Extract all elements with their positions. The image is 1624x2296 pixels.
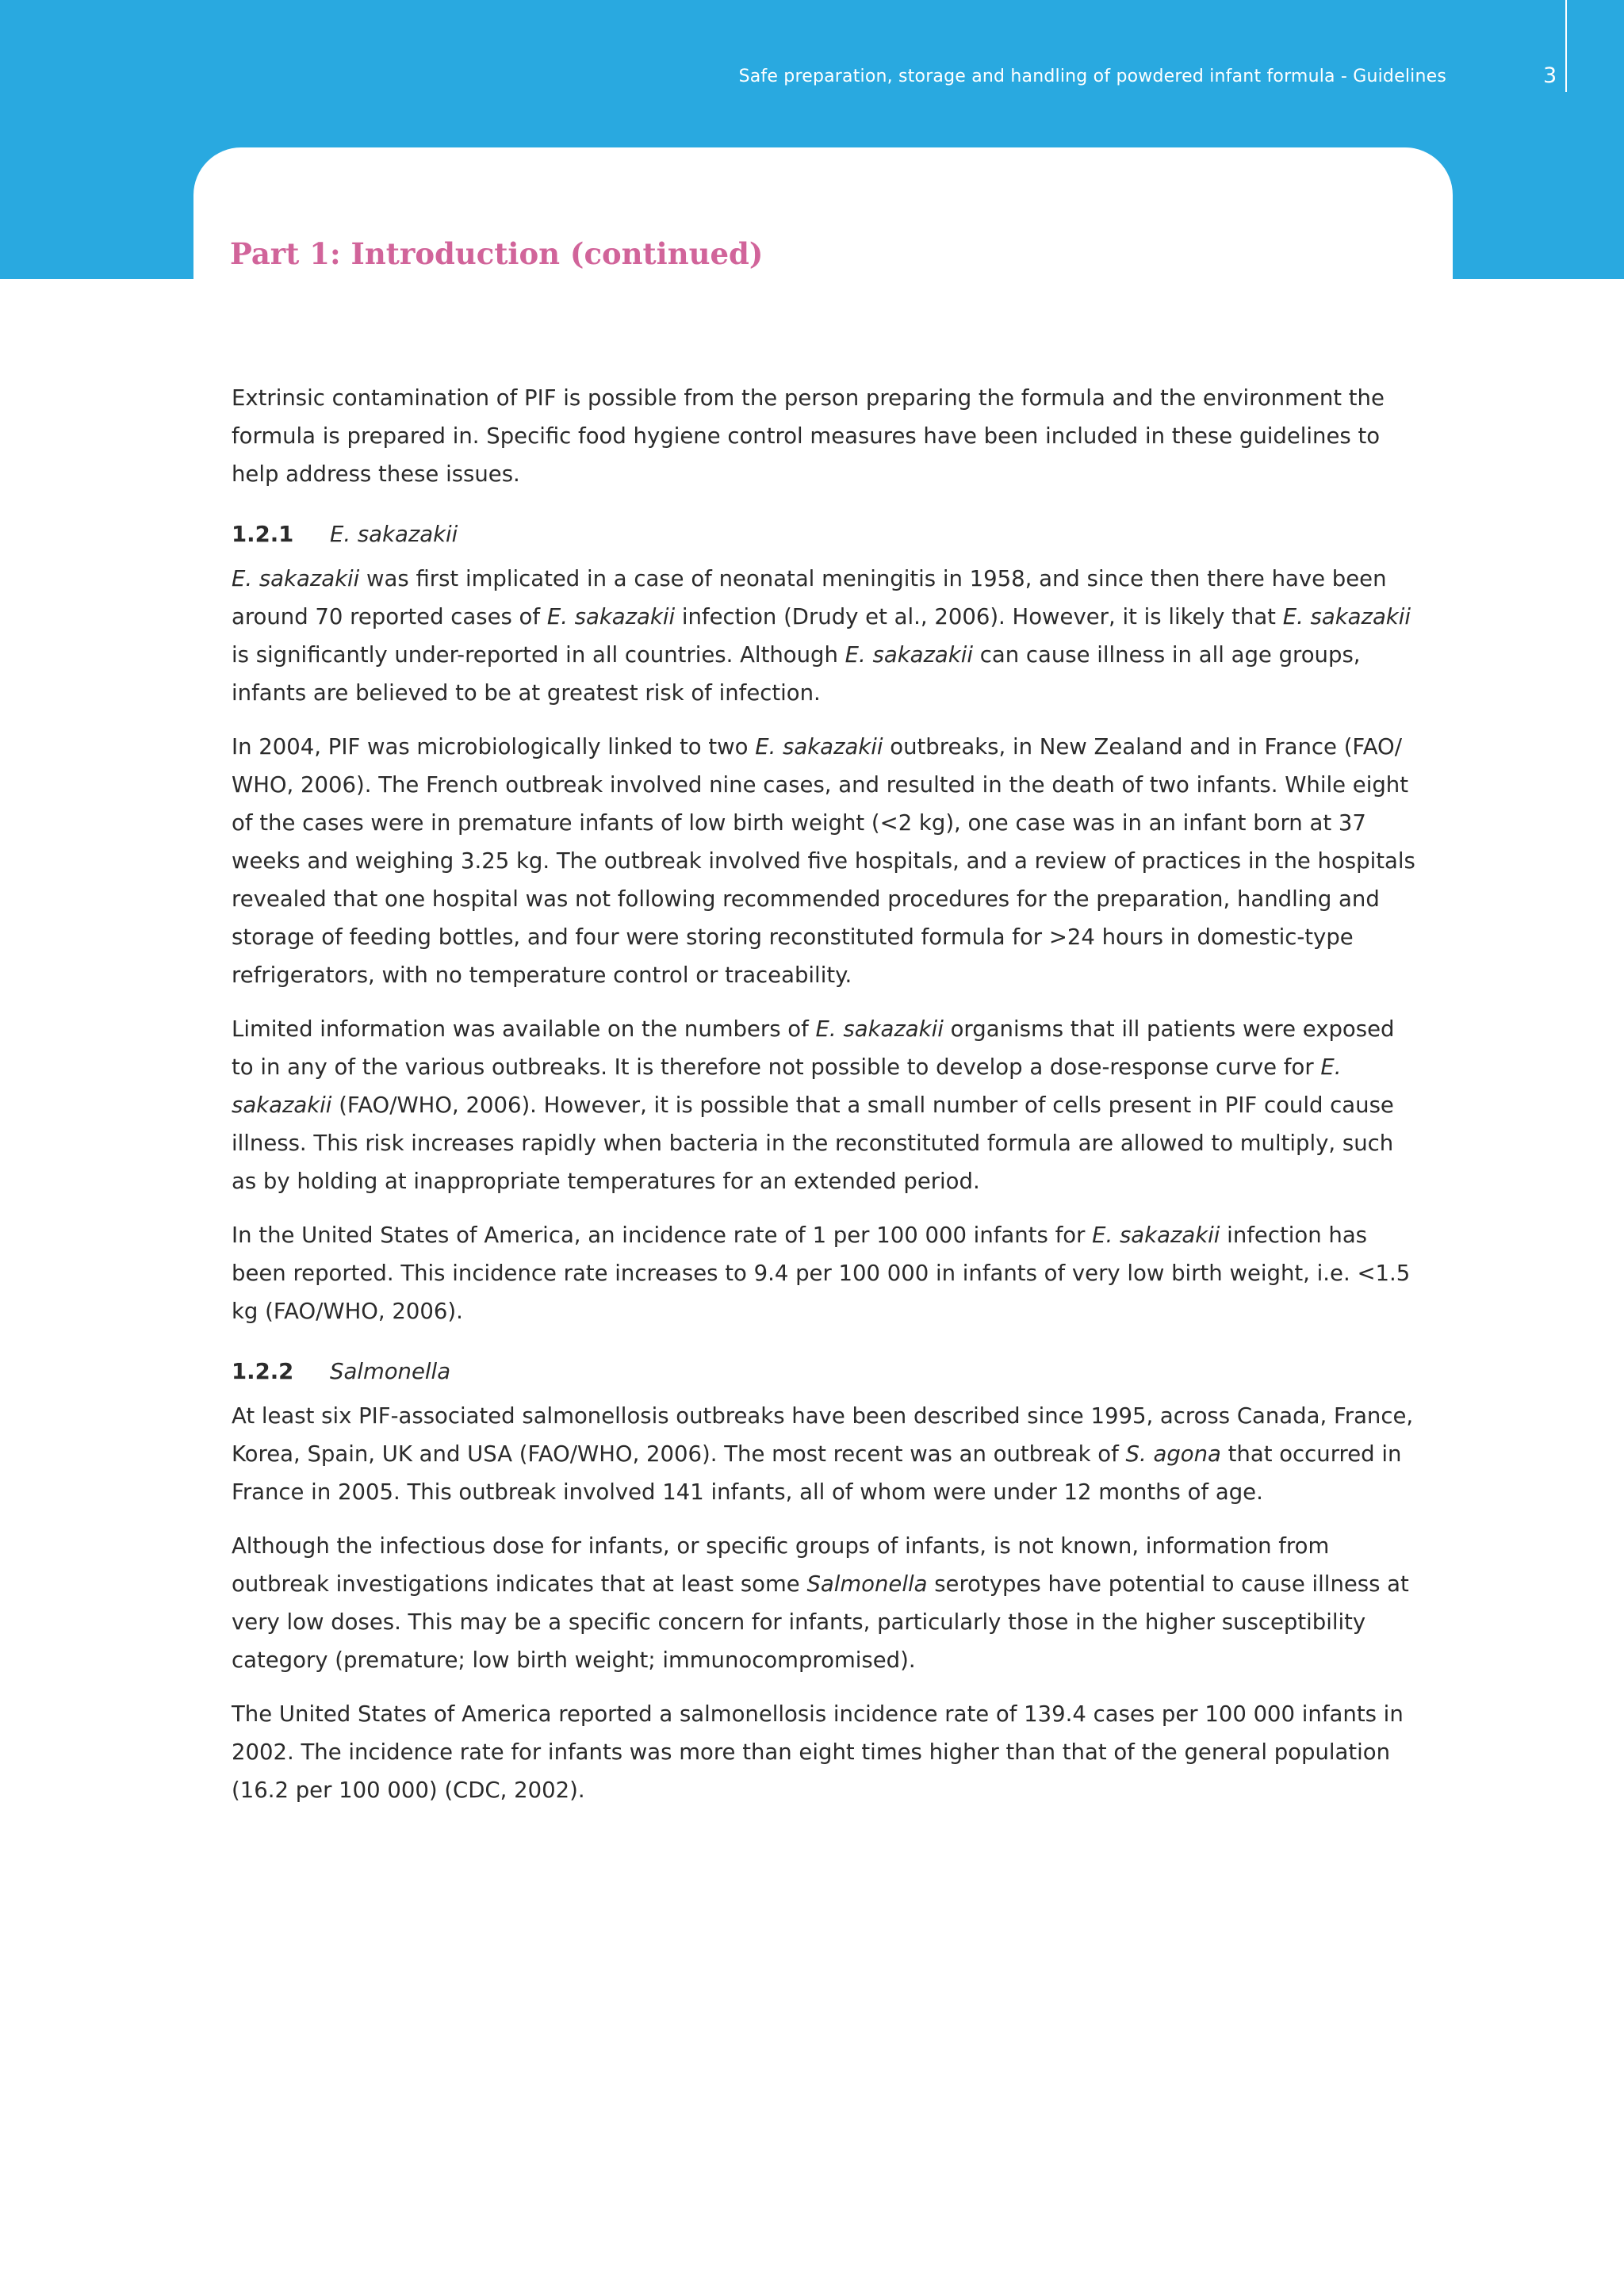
text-run: Although the infectious dose for infants, or specific groups of infants, is not known, information from outbreak investigations indicates that at least some [232,1533,1330,1597]
section-title: E. sakazakii [330,522,458,547]
section-title: Salmonella [330,1359,451,1384]
text-run: infection has been reported. This incidence rate increases to 9.4 per 100 000 in infants of very low birth weight, i.e. <1.5 kg (FAO/WHO, 2006). [232,1223,1411,1324]
running-title: Safe preparation, storage and handling of powdered infant formula - Guidelines [738,67,1446,86]
species-name: E. sakazakii [232,566,360,591]
text-run: Limited information was available on the numbers of [232,1016,816,1042]
text-run: that occurred in France in 2005. This outbreak involved 141 infants, all of whom were under 12 months of age. [232,1441,1402,1505]
text-run: was first implicated in a case of neonatal meningitis in 1958, and since then there have been around 70 reported cases of [232,566,1387,629]
text-run: In 2004, PIF was microbiologically linked to two [232,734,756,760]
section-heading-1-2-2 [232,1353,1421,1391]
species-name: E. sakazakii [1092,1223,1220,1248]
paragraph-1-2-1-b [232,728,1421,994]
page-number-rule [1565,0,1567,92]
intro-paragraph: Extrinsic contamination of PIF is possible from the person preparing the formula and the environment the formula is prepared in. Specific food hygiene control measures have been included in these guidelines to help address these issues. [232,385,1385,487]
species-name: E. sakazakii [1282,604,1411,629]
paragraph-1-2-2-a [232,1397,1421,1511]
text-run: At least six PIF-associated salmonellosis outbreaks have been described since 1995, across Canada, France, Korea, Spain, UK and USA (FAO/WHO, 2006). The most recent was an outbreak of [232,1403,1414,1467]
text-run: serotypes have potential to cause illness at very low doses. This may be a specific concern for infants, particularly those in the higher susceptibility category (premature; low birth weight; immunocompromised). [232,1571,1409,1673]
part-title: Part 1: Introduction (continued) [230,236,764,271]
page-number: 3 [1543,63,1557,88]
page-content [232,379,1421,1825]
text-run: is significantly under-reported in all countries. Although [232,642,845,668]
title-panel [193,147,1453,306]
species-name: E. sakazakii [845,642,973,668]
text-run: (FAO/WHO, 2006). However, it is possible that a small number of cells present in PIF could cause illness. This risk increases rapidly when bacteria in the reconstituted formula are allowed to multiply, such as by holding at inappropriate temperatures for an extended period. [232,1093,1394,1194]
text-run: organisms that ill patients were exposed to in any of the various outbreaks. It is therefore not possible to develop a dose-response curve for [232,1016,1395,1080]
text-run: can cause illness in all age groups, infants are believed to be at greatest risk of infection. [232,642,1361,706]
paragraph-1-2-1-d [232,1216,1421,1330]
text-run: outbreaks, in New Zealand and in France (FAO/ WHO, 2006). The French outbreak involved nine cases, and resulted in the death of two infants. While eight of the cases were in premature infants of low birth weight (<2 kg), one case was in an infant born at 37 weeks and weighing 3.25 kg. The outbreak involved five hospitals, and a review of practices in the hospitals revealed that one hospital was not following recommended procedures for the preparation, handling and storage of feeding bottles, and four were storing reconstituted formula for >24 hours in domestic-type refrigerators, with no temperature control or traceability. [232,734,1415,988]
paragraph-1-2-2-b [232,1527,1421,1679]
species-name: E. sakazakii [232,1054,1342,1118]
section-number: 1.2.2 [232,1359,294,1384]
paragraph-1-2-1-c [232,1010,1421,1200]
section-number: 1.2.1 [232,522,294,547]
species-name: E. sakazakii [546,604,676,629]
species-name: S. agona [1125,1441,1221,1467]
section-heading-1-2-1 [232,515,1421,553]
species-name: E. sakazakii [755,734,883,760]
text-run: infection (Drudy et al., 2006). However, it is likely that [675,604,1283,629]
paragraph-1-2-1-a [232,560,1421,712]
text-run: In the United States of America, an incidence rate of 1 per 100 000 infants for [232,1223,1093,1248]
species-name: Salmonella [806,1571,928,1597]
species-name: E. sakazakii [815,1016,944,1042]
paragraph-1-2-2-c: The United States of America reported a salmonellosis incidence rate of 139.4 cases per 100 000 infants in 2002. The incidence rate for infants was more than eight times higher than that of the general population (16.2 per 100 000) (CDC, 2002). [232,1701,1404,1803]
